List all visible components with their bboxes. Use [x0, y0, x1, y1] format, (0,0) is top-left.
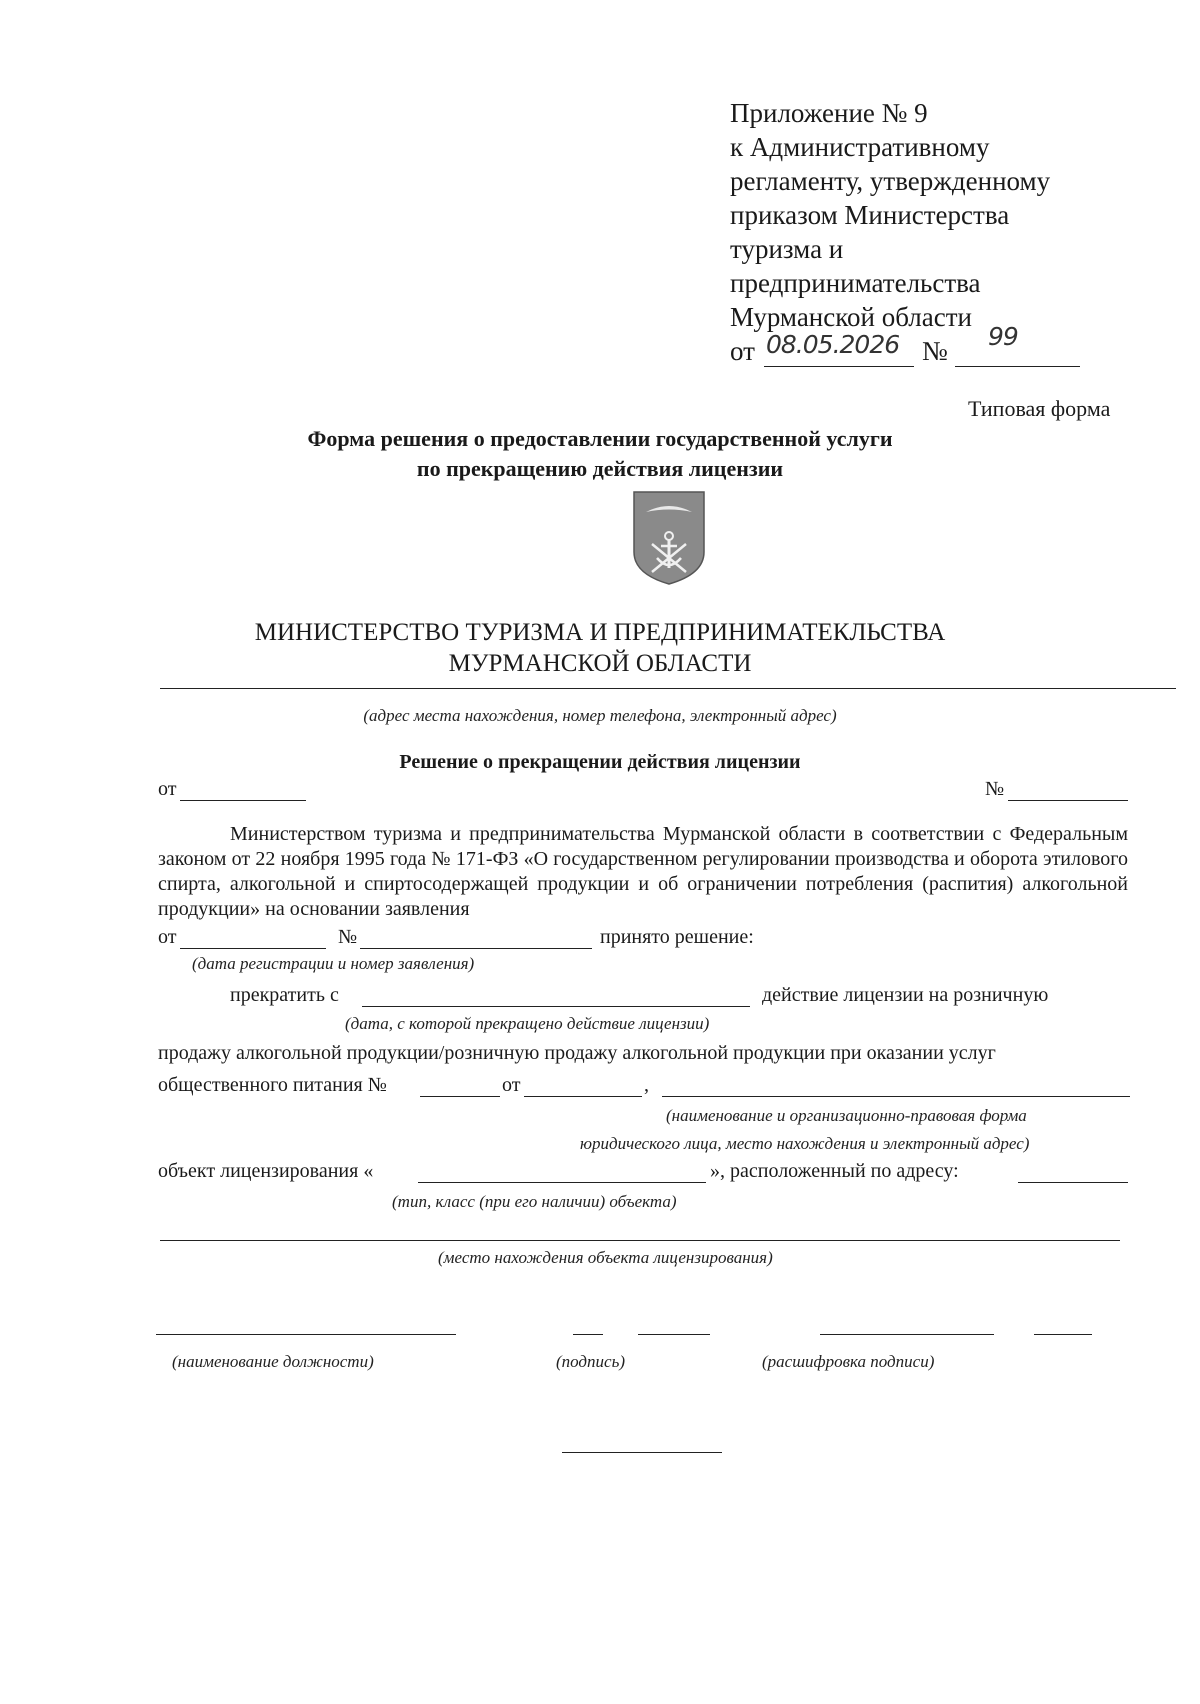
attachment-number-value: 99	[988, 322, 1018, 351]
license-date-field[interactable]	[524, 1096, 642, 1097]
typical-form-label: Типовая форма	[968, 396, 1111, 421]
signature-decode-field[interactable]	[1034, 1334, 1092, 1335]
license-number-field[interactable]	[420, 1096, 500, 1097]
attachment-line: Мурманской области	[730, 302, 972, 332]
position-field[interactable]	[156, 1334, 456, 1335]
ministry-underline	[160, 688, 1176, 689]
license-comma: ,	[644, 1074, 649, 1096]
legal-entity-field[interactable]	[662, 1096, 1130, 1097]
decision-date-label: от	[158, 778, 177, 800]
object-type-caption: (тип, класс (при его наличии) объекта)	[392, 1192, 677, 1211]
attachment-date-value: 08.05.2026	[766, 330, 900, 359]
attachment-number-underline	[955, 366, 1080, 367]
terminate-prefix: прекратить с	[230, 984, 339, 1006]
form-title	[0, 424, 1200, 484]
signature-field[interactable]	[638, 1334, 710, 1335]
attachment-number-prefix: №	[922, 336, 948, 366]
application-caption: (дата регистрации и номер заявления)	[192, 954, 475, 973]
object-type-field[interactable]	[418, 1182, 706, 1183]
signature-field[interactable]	[573, 1334, 603, 1335]
object-prefix: объект лицензирования «	[158, 1160, 374, 1182]
murmansk-coat-of-arms-icon	[632, 490, 706, 586]
application-number-label: №	[338, 926, 358, 948]
application-number-field[interactable]	[360, 948, 592, 949]
attachment-line: предпринимательства	[730, 268, 981, 298]
decision-number-label: №	[985, 778, 1005, 800]
attachment-line: туризма и	[730, 234, 844, 264]
form-title-line: Форма решения о предоставлении государственной услуги	[307, 426, 893, 451]
signature-decode-caption: (расшифровка подписи)	[762, 1352, 935, 1371]
object-location-caption: (место нахождения объекта лицензирования)	[438, 1248, 773, 1267]
decision-title: Решение о прекращении действия лицензии	[399, 751, 801, 773]
form-title-line: по прекращению действия лицензии	[416, 456, 784, 481]
terminate-caption: (дата, с которой прекращено действие лицензии)	[345, 1014, 710, 1033]
attachment-line: к Административному	[730, 132, 990, 162]
ministry-heading-line: МУРМАНСКОЙ ОБЛАСТИ	[448, 650, 752, 677]
attachment-block	[730, 96, 1050, 334]
application-date-field[interactable]	[180, 948, 326, 949]
license-from-label: от	[502, 1074, 521, 1096]
legal-entity-caption: (наименование и организационно-правовая форма	[666, 1106, 1027, 1125]
attachment-line: Приложение № 9	[730, 98, 928, 128]
ministry-heading-line: МИНИСТЕРСТВО ТУРИЗМА И ПРЕДПРИНИМАТЕКЛЬСТВА	[254, 619, 946, 646]
decision-paragraph	[158, 822, 1128, 922]
attachment-date-prefix: от	[730, 336, 755, 366]
terminate-date-field[interactable]	[362, 1006, 750, 1007]
terminate-suffix: действие лицензии на розничную	[762, 984, 1049, 1006]
legal-entity-caption: юридического лица, место нахождения и электронный адрес)	[580, 1134, 1030, 1153]
bottom-separator	[562, 1452, 722, 1453]
attachment-line: регламенту, утвержденному	[730, 166, 1051, 196]
decision-date-field[interactable]	[180, 800, 306, 801]
object-middle: », расположенный по адресу:	[710, 1160, 959, 1182]
sale-line-prefix: общественного питания №	[158, 1074, 387, 1096]
ministry-heading	[0, 617, 1200, 679]
attachment-date-underline	[764, 366, 914, 367]
address-caption: (адрес места нахождения, номер телефона, электронный адрес)	[363, 706, 837, 725]
signature-decode-field[interactable]	[820, 1334, 994, 1335]
decision-number-field[interactable]	[1008, 800, 1128, 801]
sale-line: продажу алкогольной продукции/розничную продажу алкогольной продукции при оказании услуг	[158, 1042, 996, 1064]
object-address-field[interactable]	[1018, 1182, 1128, 1183]
application-from-label: от	[158, 926, 177, 948]
decision-made-text: принято решение:	[600, 926, 754, 948]
attachment-line: приказом Министерства	[730, 200, 1010, 230]
position-caption: (наименование должности)	[172, 1352, 374, 1371]
decision-paragraph-text: Министерством туризма и предпринимательства Мурманской области в соответствии с Федеральным законом от 22 ноября 1995 года № 171-ФЗ «О государственном регулировании производства и оборота этилового спирта, алкогольной и спиртосодержащей продукции и об ограничении потребления (распития) алкогольной продукции» на основании заявления	[158, 823, 1128, 920]
signature-caption: (подпись)	[556, 1352, 625, 1371]
object-location-field[interactable]	[160, 1240, 1120, 1241]
